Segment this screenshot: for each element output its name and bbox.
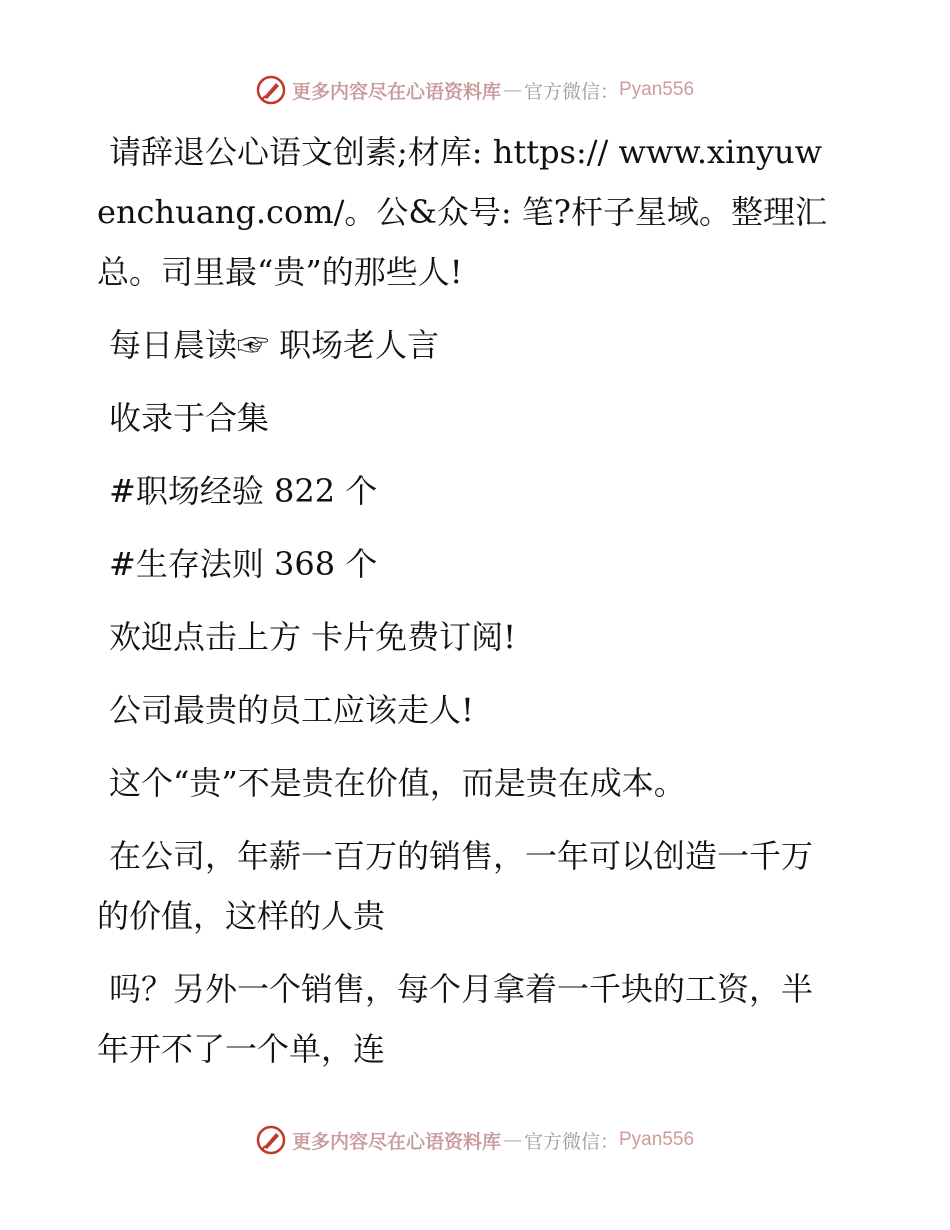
paragraph: 在公司，年薪一百万的销售，一年可以创造一千万的价值，这样的人贵 <box>97 837 814 935</box>
paragraph: 公司最贵的员工应该走人! <box>109 691 474 729</box>
watermark-separator: — <box>502 1129 522 1151</box>
paragraph: 每日晨读☞ 职场老人言 <box>109 326 440 364</box>
watermark-wechat-id: Pyan556 <box>619 1129 695 1150</box>
watermark-wechat-label: 官方微信： <box>523 1130 619 1153</box>
paragraph: 请辞退公心语文创素;材库: https:// www.xinyuwenchuang.com/。公&众号: 笔?杆子星域。整理汇总。司里最“贵”的那些人! <box>97 133 827 291</box>
watermark-wechat-label: 官方微信： <box>523 80 619 103</box>
quill-logo-icon <box>256 1125 286 1155</box>
footer-watermark <box>0 1120 950 1160</box>
document-body <box>97 122 837 1092</box>
watermark-separator: — <box>502 79 522 101</box>
paragraph: 欢迎点击上方 卡片免费订阅! <box>109 618 517 656</box>
paragraph: #职场经验 822 个 <box>109 472 378 510</box>
paragraph: #生存法则 368 个 <box>109 545 378 583</box>
paragraph: 吗？另外一个销售，每个月拿着一千块的工资，半年开不了一个单，连 <box>97 970 814 1068</box>
paragraph: 收录于合集 <box>109 399 270 437</box>
watermark-text: 更多内容尽在心语资料库 <box>291 1130 501 1153</box>
watermark-text: 更多内容尽在心语资料库 <box>291 80 501 103</box>
watermark-wechat-id: Pyan556 <box>619 79 695 100</box>
quill-logo-icon <box>256 75 286 105</box>
header-watermark <box>0 70 950 110</box>
paragraph: 这个“贵”不是贵在价值，而是贵在成本。 <box>109 764 686 802</box>
